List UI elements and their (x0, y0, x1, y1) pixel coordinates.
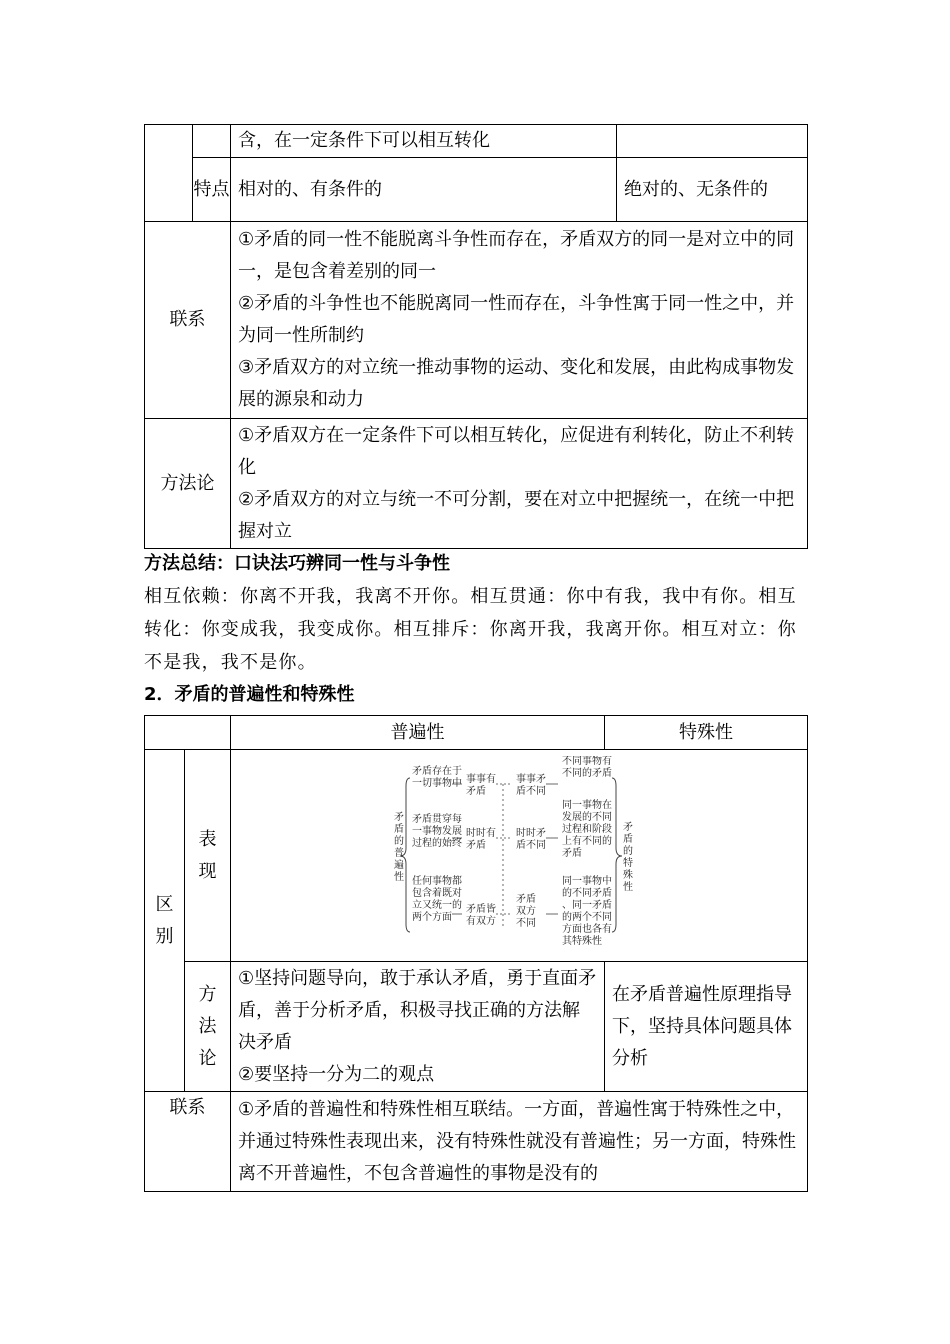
method-item: ②矛盾双方的对立与统一不可分割，要在对立中把握统一，在统一中把握对立 (238, 488, 795, 542)
diff-label: 区别 (145, 750, 185, 1092)
right-brace (612, 778, 622, 932)
manifest-diagram-cell (231, 750, 808, 962)
header-particular: 特殊性 (605, 716, 808, 750)
diagram-right-item: 不同事物有不同的矛盾 (562, 755, 612, 779)
diagram-right-item: 同一事物在发展的不同过程和阶段上有不同的矛盾 (562, 799, 612, 859)
connection-item: ①矛盾的同一性不能脱离斗争性而存在，矛盾双方的同一是对立中的同一，是包含着差别的同一 (238, 229, 795, 282)
diagram-left-item: 矛盾贯穿每一事物发展过程的始终 (412, 813, 462, 849)
manifest-label: 表现 (185, 750, 231, 962)
connection-text-2: ①矛盾的普遍性和特殊性相互联结。一方面，普遍性寓于特殊性之中，并通过特殊性表现出来，没有特殊性就没有普遍性；另一方面，特殊性离不开普遍性，不包含普遍性的事物是没有的 (231, 1092, 808, 1192)
table-universality-particularity (144, 715, 808, 1192)
diagram-right-title-label: 矛盾的特殊性 (623, 821, 633, 893)
diagram-mid-right-item: 矛盾双方不同 (516, 893, 536, 929)
diagram-mid-left-item: 矛盾皆有双方 (466, 903, 496, 927)
connection-label-2: 联系 (145, 1092, 231, 1192)
connection-item: ②矛盾的斗争性也不能脱离同一性而存在，斗争性寓于同一性之中，并为同一性所制约 (238, 293, 795, 346)
connection-label: 联系 (145, 222, 231, 419)
diagram-mid-right-item: 时时矛盾不同 (516, 827, 546, 851)
diagram-text-groups (394, 756, 633, 947)
diagram-mid-left-item: 事事有矛盾 (466, 773, 496, 797)
table1-cont-text: 含，在一定条件下可以相互转化 (231, 125, 617, 158)
method-universal-item: ②要坚持一分为二的观点 (238, 1063, 435, 1085)
method-particular: 在矛盾普遍性原理指导下，坚持具体问题具体分析 (605, 962, 808, 1092)
diagram-left-item: 矛盾存在于一切事物中 (412, 765, 462, 789)
feature-label: 特点 (193, 158, 231, 222)
contradiction-diagram (394, 756, 634, 956)
summary-title: 方法总结：口诀法巧辨同一性与斗争性 (144, 553, 450, 574)
diagram-left-item: 任何事物都包含着既对立又统一的两个方面 (412, 875, 462, 923)
method-content (231, 419, 808, 549)
table1-blank-cell (145, 125, 193, 222)
feature-struggle: 绝对的、无条件的 (617, 158, 808, 222)
diagram-right-item: 同一事物中的不同矛盾、同一矛盾的两个不同方面也各有其特殊性 (562, 875, 612, 947)
method-label: 方法论 (145, 419, 231, 549)
header-universal: 普遍性 (231, 716, 605, 750)
method-item: ①矛盾双方在一定条件下可以相互转化，应促进有利转化，防止不利转化 (238, 424, 795, 478)
section-heading: 2．矛盾的普遍性和特殊性 (144, 684, 355, 705)
table1-blank-cell (617, 125, 808, 158)
table2-blank-cell (145, 716, 231, 750)
diagram-left-title-label: 矛盾的普遍性 (394, 811, 404, 883)
feature-identity: 相对的、有条件的 (231, 158, 617, 222)
method-universal-item: ①坚持问题导向，敢于承认矛盾，勇于直面矛盾，善于分析矛盾，积极寻找正确的方法解决矛盾 (238, 967, 597, 1053)
diagram-mid-left-item: 时时有矛盾 (466, 827, 496, 851)
method-label-2: 方法论 (185, 962, 231, 1092)
table1-blank-cell (193, 125, 231, 158)
method-universal (231, 962, 605, 1092)
table-identity-struggle (144, 124, 808, 549)
summary-body: 相互依赖：你离不开我，我离不开你。相互贯通：你中有我，我中有你。相互转化：你变成我，我变成你。相互排斥：你离开我，我离开你。相互对立：你不是我，我不是你。 (144, 586, 797, 673)
diagram-mid-right-item: 事事矛盾不同 (516, 773, 546, 797)
connection-content (231, 222, 808, 419)
connection-item: ③矛盾双方的对立统一推动事物的运动、变化和发展，由此构成事物发展的源泉和动力 (238, 357, 795, 410)
